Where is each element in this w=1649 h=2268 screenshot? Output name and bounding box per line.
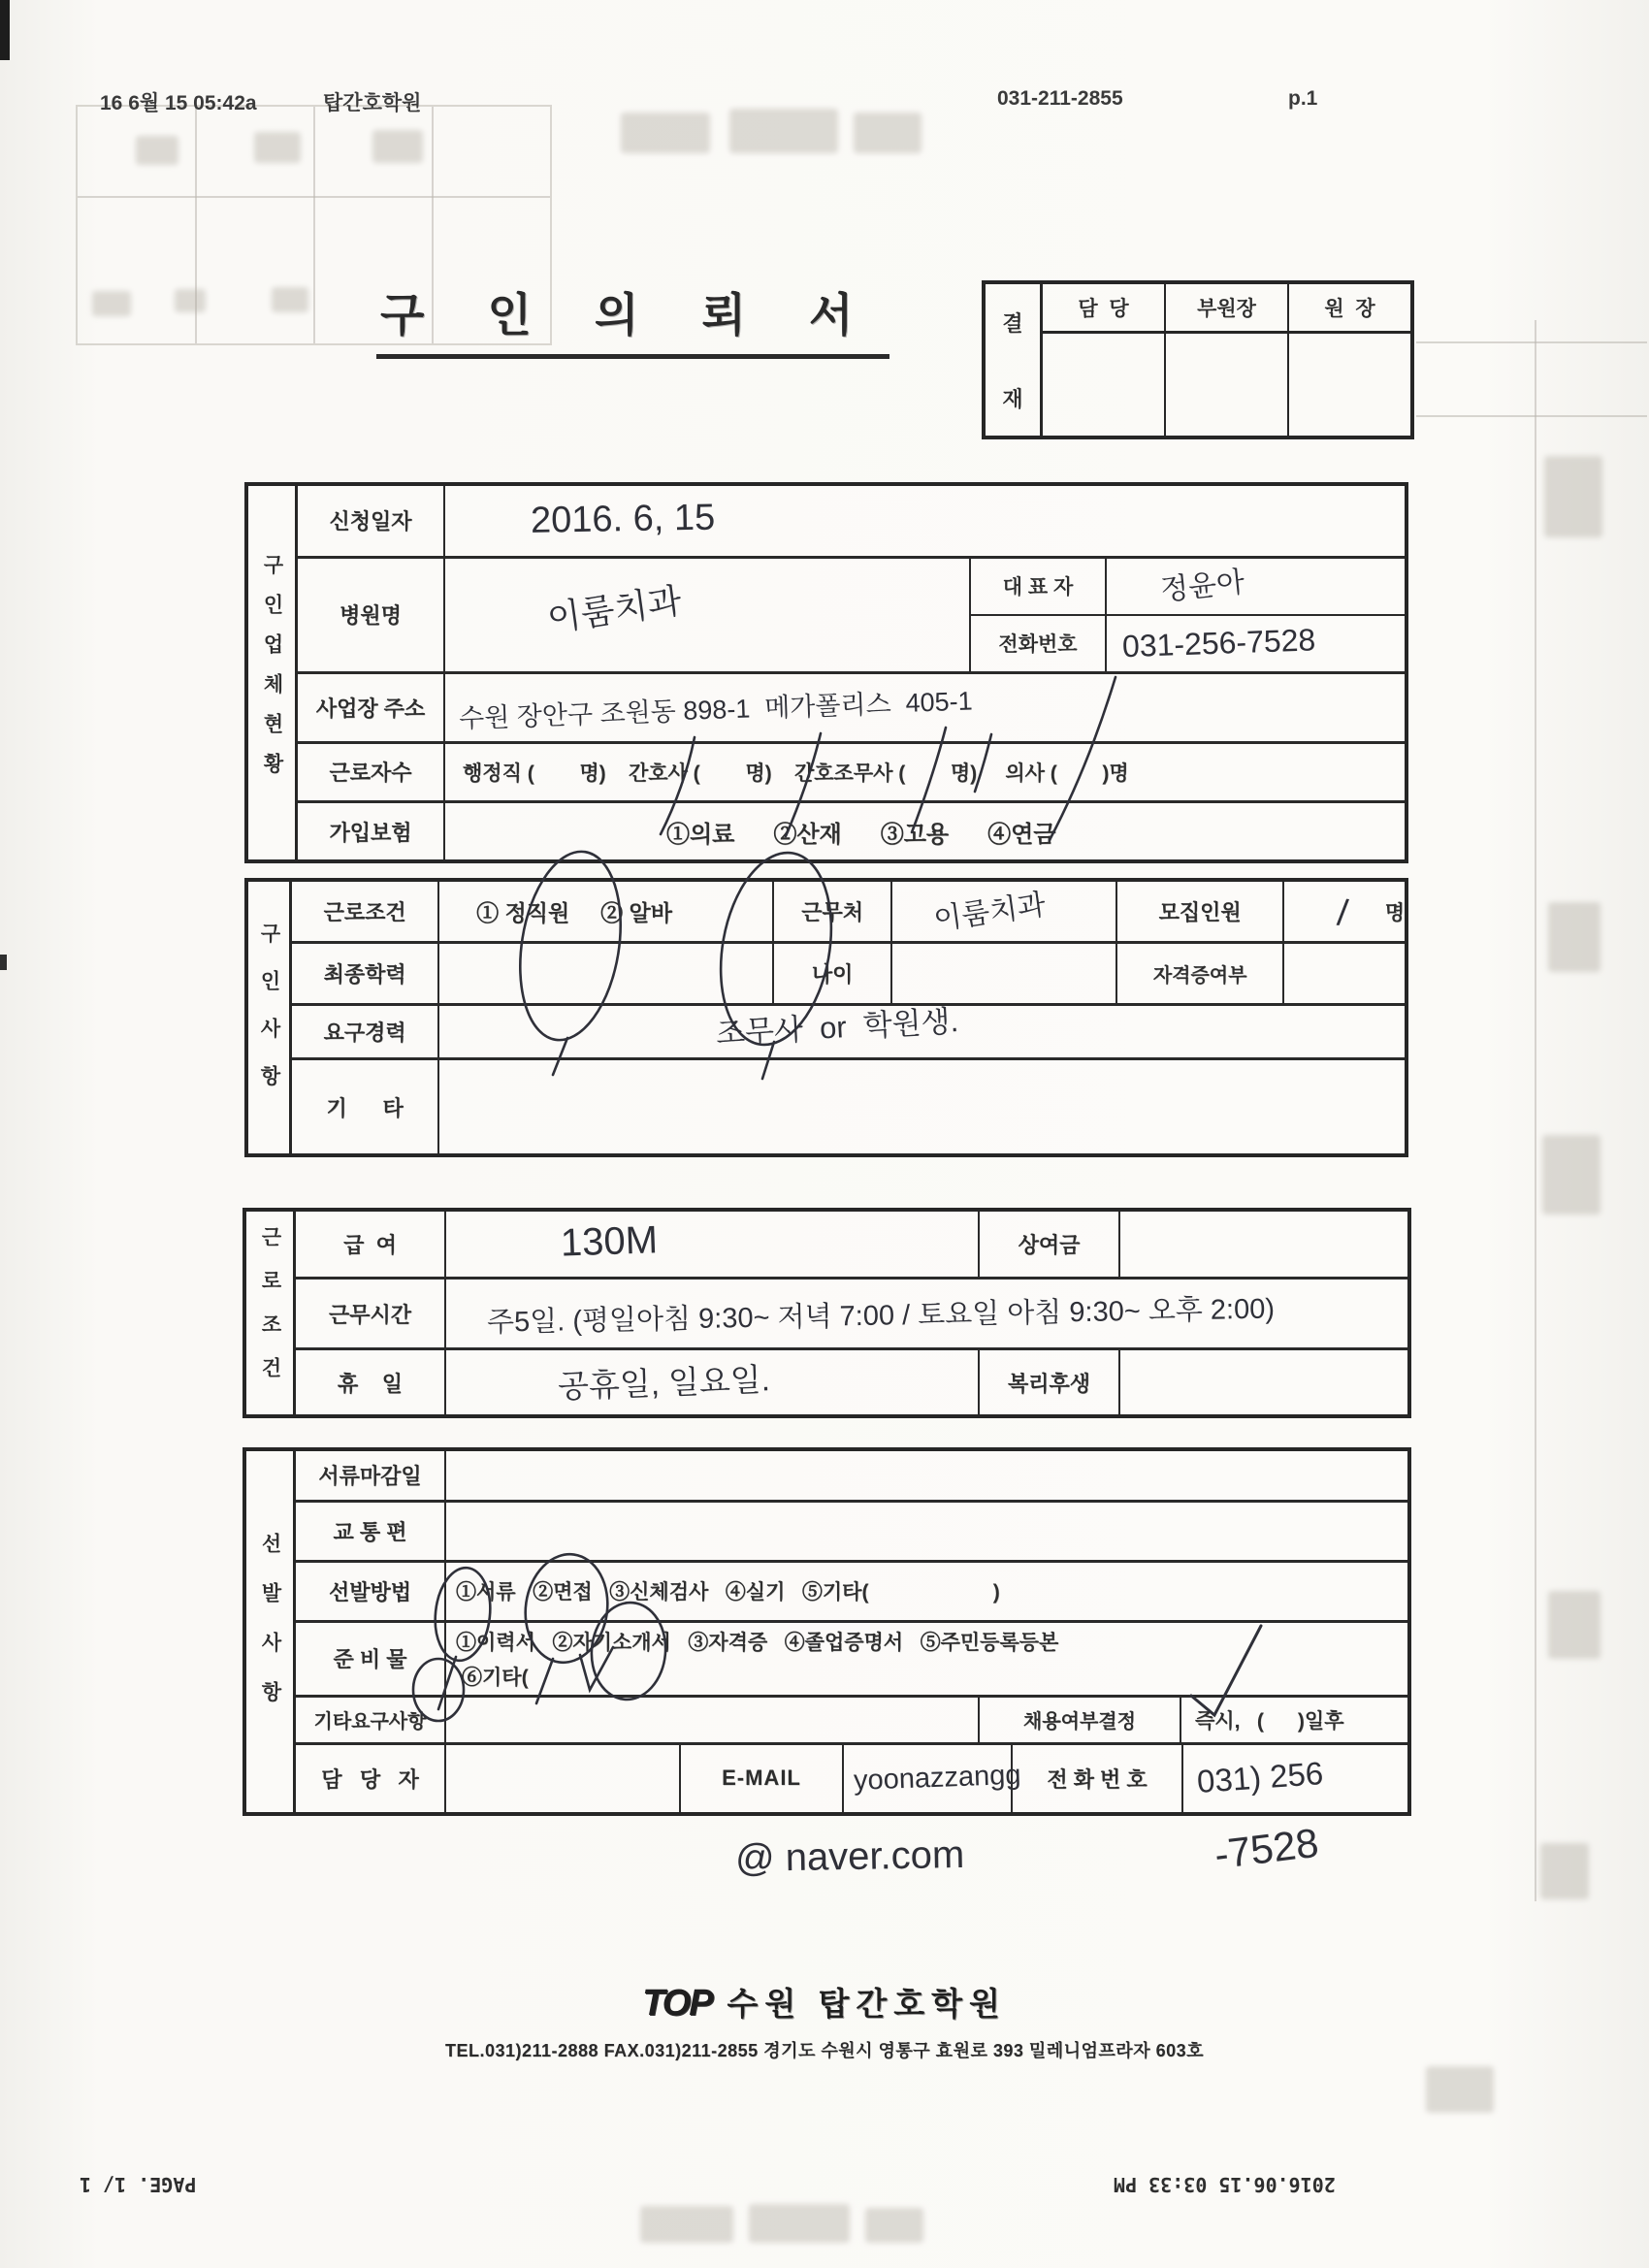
approval-stamp-label [986,284,1043,436]
transport-cell [446,1503,1407,1560]
welfare-label: 복리후생 [980,1350,1120,1414]
scan-edge-dash [0,955,7,970]
holiday-cell [446,1350,980,1414]
salary-value: 130M [560,1218,659,1265]
scan-corner-mark [0,0,10,60]
bleedthrough-text [136,136,178,165]
approval-stamp-top: 결 [1002,310,1023,336]
bleedthrough-text [175,289,206,312]
decision-options: 즉시, ( )일후 [1195,1709,1344,1733]
bleedthrough-text [254,132,301,163]
approval-stamp-bottom: 재 [1002,386,1023,411]
bleedthrough-text [272,287,308,312]
contact-phone-label: 전 화 번 호 [1013,1745,1183,1812]
education-label: 최종학력 [292,944,439,1003]
manager-label: 담 당 자 [296,1745,446,1812]
selection-side-label: 선발사항 [246,1451,296,1812]
ceo-cell [1107,559,1405,614]
bleedthrough-rule [1416,341,1647,343]
bleedthrough-title [621,113,710,153]
workplace-label: 근무처 [774,882,892,941]
workers-count-label: 근로자수 [298,744,445,801]
phone-suffix-handwritten: -7528 [1212,1819,1321,1878]
approval-col-vice-director: 부원장 [1166,284,1289,331]
approval-signature-area [1043,334,1410,436]
transport-label: 교 통 편 [296,1503,446,1560]
apply-date-value: 2016. 6, 15 [530,497,716,542]
work-conditions-table [242,1208,1411,1418]
ceo-value: 정윤아 [1158,566,1246,607]
deadline-label: 서류마감일 [296,1451,446,1500]
manager-cell [446,1745,681,1812]
bleedthrough-text [1548,902,1600,972]
academy-logo: TOP [642,1983,712,2024]
workplace-value: 이룸치과 [931,888,1049,936]
workers-count-cell [445,744,1405,801]
approval-box [982,280,1414,439]
docs-options-line1: ①이력서 ②자기소개서 ③자격증 ④졸업증명서 ⑤주민등록등본 [456,1631,1059,1654]
bleedthrough-rule [1416,415,1647,417]
bleedthrough-text [1548,1591,1600,1659]
email-label: E-MAIL [681,1745,844,1812]
fax-header [0,87,1649,113]
hours-cell [446,1280,1407,1348]
company-phone-label: 전화번호 [971,616,1107,671]
work-side-label: 근로조건 [246,1212,296,1414]
hours-value: 주5일. (평일아침 9:30~ 저녁 7:00 / 토요일 아침 9:30~ 오후 2:00) [486,1293,1276,1339]
bleedthrough-rule [1535,320,1536,1901]
company-phone-value: 031-256-7528 [1121,622,1316,664]
fax-number: 031-211-2855 [997,87,1123,110]
experience-cell [439,1006,1405,1057]
hospital-name-value: 이룸치과 [544,580,685,639]
academy-contact-line: TEL.031)211-2888 FAX.031)211-2855 경기도 수원시 영통구 효원로 393 밀레니엄프라자 603호 [444,2041,1205,2060]
salary-label: 급 여 [296,1212,446,1277]
insurance-label: 가입보험 [298,803,445,859]
bleedthrough-text [1540,1843,1589,1899]
docs-options-line2: ⑥기타( [462,1666,529,1689]
print-footer-datetime: 2016.06.15 03:33 PM [1114,2173,1336,2196]
method-cell [446,1563,1407,1620]
fax-sender: 탑간호학원 [323,92,422,114]
hours-label: 근무시간 [296,1280,446,1348]
license-cell [1284,944,1405,1003]
academy-footer [0,1979,1649,2025]
bleedthrough-bottom [749,2204,850,2243]
bleedthrough-text [1544,456,1602,537]
bonus-cell [1120,1212,1407,1277]
etc-request-label: 기타요구사항 [296,1698,446,1742]
bleedthrough-text [1426,2066,1494,2113]
work-conditions-label: 근로조건 [292,882,439,941]
approval-col-director: 원 장 [1324,298,1375,320]
workplace-cell [892,882,1117,941]
headcount-mark: / [1335,892,1350,935]
contact-phone-value: 031) 256 [1195,1755,1325,1800]
recruit-side-label: 구인사항 [248,882,292,1153]
bleedthrough-text [372,130,423,163]
insurance-cell [445,803,1405,859]
etc-request-cell [446,1698,980,1742]
workers-count-options: 행정직 ( 명) 간호사 ( 명) 간호조무사 ( 명) 의사 ( )명 [463,761,1129,785]
insurance-options: ①의료 ②산재 ③고용 ④연금 [666,821,1056,848]
apply-date-label: 신청일자 [298,486,445,556]
selection-table [242,1447,1411,1816]
welfare-cell [1120,1350,1407,1414]
address-value: 수원 장안구 조원동 898-1 메가폴리스 405-1 [458,686,974,733]
form-title: 구 인 의 뢰 서 [376,279,889,359]
experience-value: 조무사 or 학원생. [715,1004,960,1052]
bleedthrough-bottom [865,2208,923,2243]
deadline-cell [446,1451,1407,1500]
approval-col-staff: 담 당 [1043,284,1166,331]
academy-name: 수원 탑간호학원 [727,1986,1007,2022]
bleedthrough-title [854,113,922,153]
bleedthrough-text [1542,1135,1600,1215]
hospital-name-label: 병원명 [298,559,445,671]
company-side-label: 구인업체현황 [248,486,298,859]
docs-cell [446,1623,1407,1695]
bleedthrough-text [92,291,131,316]
address-cell [445,674,1405,741]
recruit-request-table [244,878,1408,1157]
apply-date-cell [445,486,1405,556]
bleedthrough-title [729,109,838,153]
ceo-label: 대 표 자 [971,559,1107,614]
holiday-label: 휴 일 [296,1350,446,1414]
bleedthrough-bottom [640,2206,733,2243]
recruit-etc-label: 기 타 [292,1060,439,1153]
email-cell [844,1745,1022,1812]
address-label: 사업장 주소 [298,674,445,741]
bonus-label: 상여금 [980,1212,1120,1277]
employment-type-cell [439,882,774,941]
salary-cell [446,1212,980,1277]
headcount-unit: 명 [1384,901,1405,924]
company-info-table [244,482,1408,863]
docs-label: 준 비 물 [296,1623,446,1695]
recruit-etc-cell [439,1060,1405,1153]
holiday-value: 공휴일, 일요일. [557,1360,771,1405]
email-suffix-handwritten: @ naver.com [734,1832,965,1881]
employment-type-options: ① 정직원 ② 알바 [476,900,672,925]
fax-timestamp: 16 6월 15 05:42a [100,92,257,114]
headcount-label: 모집인원 [1117,882,1284,941]
license-label: 자격증여부 [1117,944,1284,1003]
headcount-cell [1284,882,1405,941]
age-label: 나이 [774,944,892,1003]
decision-cell [1181,1698,1407,1742]
fax-page-indicator: p.1 [1288,87,1318,110]
contact-phone-cell [1183,1745,1407,1812]
print-footer-page: PAGE. 1/ 1 [80,2173,197,2196]
company-phone-cell [1107,616,1405,671]
hospital-name-cell [445,559,971,671]
age-cell [892,944,1117,1003]
experience-label: 요구경력 [292,1006,439,1057]
method-label: 선발방법 [296,1563,446,1620]
email-value: yoonazzangg [853,1759,1022,1797]
method-options: ①서류 ②면접 ③신체검사 ④실기 ⑤기타( ) [456,1581,1000,1604]
decision-label: 채용여부결정 [980,1698,1181,1742]
education-cell [439,944,774,1003]
